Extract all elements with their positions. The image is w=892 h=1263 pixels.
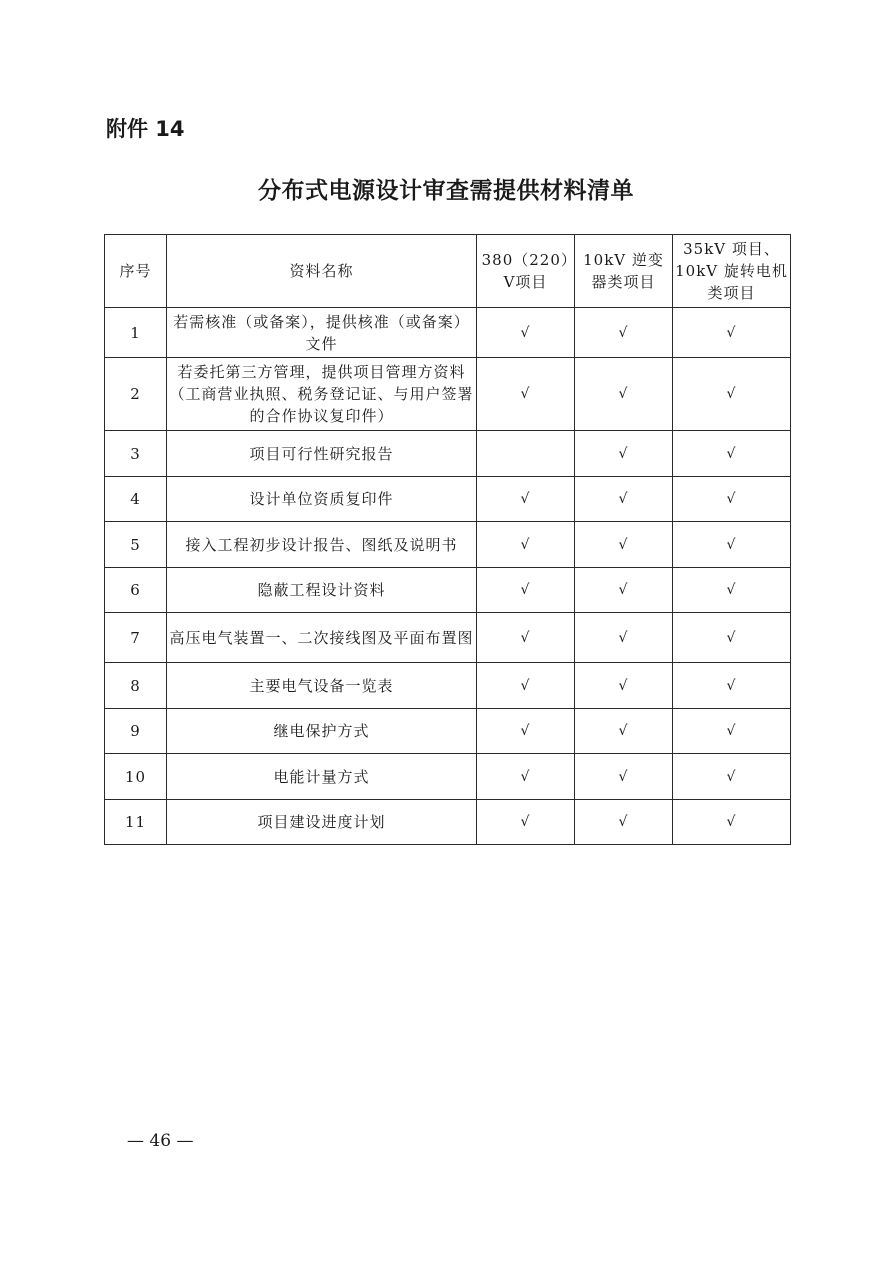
check-380v: √ <box>477 754 575 800</box>
check-10kv: √ <box>575 568 673 613</box>
row-no: 9 <box>105 709 167 754</box>
row-no: 4 <box>105 477 167 522</box>
check-10kv: √ <box>575 477 673 522</box>
document-title: 分布式电源设计审查需提供材料清单 <box>258 178 634 204</box>
check-35kv: √ <box>673 709 791 754</box>
table-row <box>105 709 791 754</box>
check-380v <box>477 431 575 477</box>
header-no: 序号 <box>105 235 167 308</box>
check-35kv: √ <box>673 358 791 431</box>
check-380v: √ <box>477 522 575 568</box>
table-row <box>105 308 791 358</box>
row-name: 接入工程初步设计报告、图纸及说明书 <box>167 522 477 568</box>
check-380v: √ <box>477 308 575 358</box>
attachment-label: 附件 14 <box>106 117 185 141</box>
check-35kv: √ <box>673 800 791 845</box>
check-380v: √ <box>477 358 575 431</box>
check-35kv: √ <box>673 431 791 477</box>
check-10kv: √ <box>575 522 673 568</box>
table-row <box>105 568 791 613</box>
row-name: 继电保护方式 <box>167 709 477 754</box>
row-no: 5 <box>105 522 167 568</box>
check-10kv: √ <box>575 754 673 800</box>
header-35kv: 35kV 项目、10kV 旋转电机类项目 <box>673 235 791 308</box>
check-10kv: √ <box>575 308 673 358</box>
check-35kv: √ <box>673 477 791 522</box>
row-name: 若需核准（或备案），提供核准（或备案）文件 <box>167 308 477 358</box>
row-no: 6 <box>105 568 167 613</box>
table-row <box>105 358 791 431</box>
table-row <box>105 613 791 663</box>
row-no: 1 <box>105 308 167 358</box>
row-name: 高压电气装置一、二次接线图及平面布置图 <box>167 613 477 663</box>
header-name: 资料名称 <box>167 235 477 308</box>
check-380v: √ <box>477 663 575 709</box>
row-name: 主要电气设备一览表 <box>167 663 477 709</box>
row-name: 隐蔽工程设计资料 <box>167 568 477 613</box>
row-name: 若委托第三方管理，提供项目管理方资料（工商营业执照、税务登记证、与用户签署的合作协议复印件） <box>167 358 477 431</box>
check-10kv: √ <box>575 358 673 431</box>
table-row <box>105 477 791 522</box>
check-380v: √ <box>477 568 575 613</box>
check-35kv: √ <box>673 754 791 800</box>
check-10kv: √ <box>575 800 673 845</box>
row-no: 11 <box>105 800 167 845</box>
check-10kv: √ <box>575 709 673 754</box>
table-row <box>105 431 791 477</box>
table-row <box>105 522 791 568</box>
check-10kv: √ <box>575 431 673 477</box>
row-name: 项目建设进度计划 <box>167 800 477 845</box>
row-no: 10 <box>105 754 167 800</box>
check-380v: √ <box>477 613 575 663</box>
table-row <box>105 663 791 709</box>
table-header-row <box>105 235 791 308</box>
header-10kv: 10kV 逆变器类项目 <box>575 235 673 308</box>
row-name: 项目可行性研究报告 <box>167 431 477 477</box>
header-380v: 380（220）V项目 <box>477 235 575 308</box>
check-380v: √ <box>477 800 575 845</box>
row-no: 3 <box>105 431 167 477</box>
row-no: 2 <box>105 358 167 431</box>
table-row <box>105 754 791 800</box>
table-row <box>105 800 791 845</box>
check-35kv: √ <box>673 522 791 568</box>
materials-table <box>104 234 791 845</box>
row-name: 电能计量方式 <box>167 754 477 800</box>
check-35kv: √ <box>673 613 791 663</box>
check-10kv: √ <box>575 613 673 663</box>
check-380v: √ <box>477 477 575 522</box>
check-10kv: √ <box>575 663 673 709</box>
row-no: 7 <box>105 613 167 663</box>
row-name: 设计单位资质复印件 <box>167 477 477 522</box>
page-number: — 46 — <box>127 1131 194 1151</box>
check-35kv: √ <box>673 663 791 709</box>
check-35kv: √ <box>673 568 791 613</box>
check-380v: √ <box>477 709 575 754</box>
check-35kv: √ <box>673 308 791 358</box>
row-no: 8 <box>105 663 167 709</box>
